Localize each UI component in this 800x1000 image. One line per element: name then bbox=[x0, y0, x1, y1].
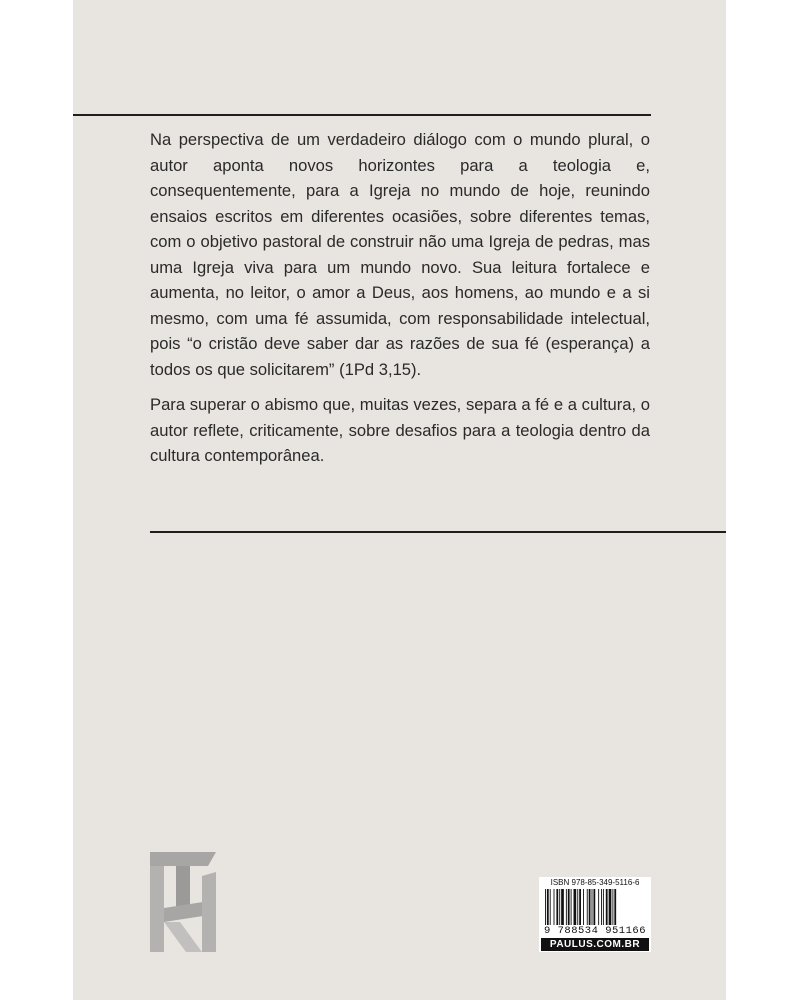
barcode-bar bbox=[593, 889, 595, 925]
isbn-label: ISBN 978-85-349-5116-6 bbox=[550, 878, 640, 887]
barcode-bar bbox=[577, 889, 578, 925]
barcode-bar bbox=[606, 889, 608, 925]
barcode-bar bbox=[614, 889, 616, 925]
barcode-bar bbox=[592, 889, 593, 925]
barcode-bar bbox=[609, 889, 612, 925]
bottom-rule bbox=[150, 531, 726, 533]
barcode-bar bbox=[547, 889, 549, 925]
blurb-paragraph-1: Na perspectiva de um verdadeiro diálogo com o mundo plural, o autor aponta novos horizontes para a teologia e, consequentemente, para a Igreja no mundo de hoje, reunindo ensaios escritos em diferentes ocasiões, sobre diferentes temas, com o objetivo pastoral de construir não uma Igreja de pedras, mas uma Igreja viva para um mundo novo. Sua leitura fortalece e aumenta, no leitor, o amor a Deus, aos homens, ao mundo e a si mesmo, com uma fé assumida, com responsabilidade intelectual, pois “o cristão deve saber dar as razões de sua fé (esperança) a todos os que solicitarem” (1Pd 3,15). bbox=[150, 130, 650, 379]
barcode-bar bbox=[583, 889, 584, 925]
barcode-bar bbox=[545, 889, 546, 925]
barcode-bar bbox=[598, 889, 599, 925]
barcode-bar bbox=[550, 889, 551, 925]
blurb-text bbox=[150, 127, 650, 479]
barcode-bar bbox=[566, 889, 567, 925]
blurb-paragraph-2: Para superar o abismo que, muitas vezes, separa a fé e a cultura, o autor reflete, criticamente, sobre desafios para a teologia dentro da cultura contemporânea. bbox=[150, 395, 650, 465]
barcode bbox=[539, 877, 651, 952]
top-rule bbox=[73, 114, 651, 116]
barcode-bars bbox=[543, 889, 647, 925]
barcode-bar bbox=[568, 889, 570, 925]
barcode-bar bbox=[561, 889, 564, 925]
publisher-label: PAULUS.COM.BR bbox=[541, 938, 649, 951]
barcode-bar bbox=[587, 889, 588, 925]
barcode-bar bbox=[612, 889, 613, 925]
book-back-cover bbox=[73, 0, 726, 1000]
barcode-bar bbox=[603, 889, 604, 925]
series-logo-icon bbox=[150, 852, 216, 952]
barcode-bar bbox=[601, 889, 602, 925]
barcode-bar bbox=[574, 889, 577, 925]
barcode-bar bbox=[571, 889, 572, 925]
barcode-bar bbox=[554, 889, 555, 925]
barcode-bar bbox=[559, 889, 560, 925]
barcode-bar bbox=[579, 889, 581, 925]
barcode-bar bbox=[556, 889, 558, 925]
barcode-digits: 9 788534 951166 bbox=[543, 925, 646, 937]
barcode-bar bbox=[589, 889, 591, 925]
